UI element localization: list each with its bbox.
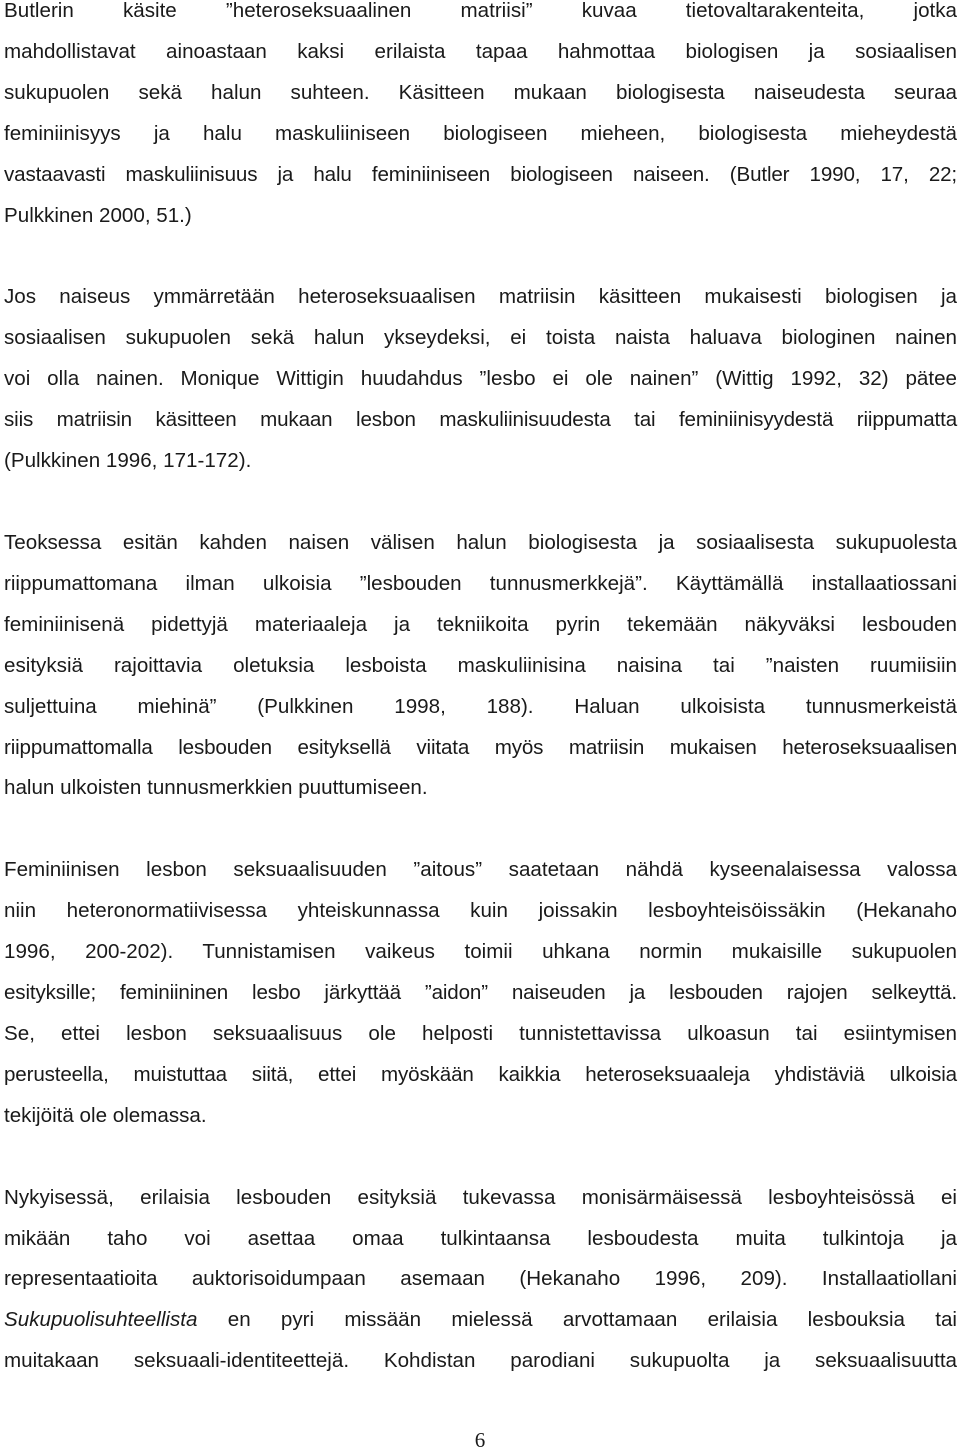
- text-line: Butlerin käsite ”heteroseksuaalinen matriisi” kuvaa tietovaltarakenteita, jotka: [4, 0, 957, 22]
- text-line: sosiaalisen sukupuolen sekä halun ykseydeksi, ei toista naista haluava biologinen nainen: [4, 326, 957, 350]
- text-line: feminiinisenä pidettyjä materiaaleja ja tekniikoita pyrin tekemään näkyväksi lesbouden: [4, 612, 957, 636]
- text-line: tekijöitä ole olemassa.: [4, 1103, 207, 1127]
- text-line: mikään taho voi asettaa omaa tulkintaansa lesboudesta muita tulkintoja ja: [4, 1226, 957, 1250]
- text-line: mahdollistavat ainoastaan kaksi erilaista tapaa hahmottaa biologisen ja sosiaalisen: [4, 39, 957, 63]
- text-line: (Pulkkinen 1996, 171-172).: [4, 449, 252, 473]
- text-line: Se, ettei lesbon seksuaalisuus ole helposti tunnistettavissa ulkoasun tai esiintymisen: [4, 1021, 957, 1045]
- text-line: siis matriisin käsitteen mukaan lesbon maskuliinisuudesta tai feminiinisyydestä riippumatta: [4, 408, 957, 432]
- text-line: Pulkkinen 2000, 51.): [4, 203, 192, 227]
- text-line: Feminiinisen lesbon seksuaalisuuden ”aitous” saatetaan nähdä kyseenalaisessa valossa: [4, 858, 957, 882]
- text-line: [4, 1300, 957, 1341]
- text-line: representaatioita auktorisoidumpaan asemaan (Hekanaho 1996, 209). Installaatiollani: [4, 1267, 957, 1291]
- text-line: perusteella, muistuttaa siitä, ettei myöskään kaikkia heteroseksuaaleja yhdistäviä ulkoisia: [4, 1062, 957, 1086]
- body-text: [4, 0, 957, 1423]
- paragraph-1: [4, 0, 957, 236]
- text-line-rest: en pyri missään mielessä arvottamaan erilaisia lesbouksia tai: [197, 1308, 957, 1332]
- text-line: vastaavasti maskuliinisuus ja halu feminiiniseen biologiseen naiseen. (Butler 1990, 17, 22;: [4, 162, 957, 186]
- text-line: voi olla nainen. Monique Wittigin huudahdus ”lesbo ei ole nainen” (Wittig 1992, 32) pätee: [4, 367, 957, 391]
- text-line: riippumattomalla lesbouden esityksellä viitata myös matriisin mukaisen heteroseksuaalisen: [4, 735, 957, 759]
- text-line: halun ulkoisten tunnusmerkkien puuttumiseen.: [4, 776, 428, 800]
- text-line: niin heteronormatiivisessa yhteiskunnassa kuin joissakin lesboyhteisöissäkin (Hekanaho: [4, 899, 957, 923]
- text-line: sukupuolen sekä halun suhteen. Käsitteen mukaan biologisesta naiseudesta seuraa: [4, 80, 957, 104]
- text-line: feminiinisyys ja halu maskuliiniseen biologiseen mieheen, biologisesta mieheydestä: [4, 121, 957, 145]
- paragraph-4: [4, 850, 957, 1136]
- text-line: esityksille; feminiininen lesbo järkyttää ”aidon” naiseuden ja lesbouden rajojen selkeyttä.: [4, 981, 957, 1005]
- text-line: Nykyisessä, erilaisia lesbouden esityksiä tukevassa monisärmäisessä lesboyhteisössä ei: [4, 1185, 957, 1209]
- text-line: Jos naiseus ymmärretään heteroseksuaalisen matriisin käsitteen mukaisesti biologisen ja: [4, 285, 957, 309]
- paragraph-5: [4, 1178, 957, 1383]
- work-title-italic: Sukupuolisuhteellista: [4, 1308, 198, 1332]
- text-line: esityksiä rajoittavia oletuksia lesboista maskuliinisina naisina tai ”naisten ruumiisiin: [4, 653, 957, 677]
- paragraph-3: [4, 523, 957, 809]
- text-line: Teoksessa esitän kahden naisen välisen halun biologisesta ja sosiaalisesta sukupuolesta: [4, 530, 957, 554]
- text-line: riippumattomana ilman ulkoisia ”lesbouden tunnusmerkkejä”. Käyttämällä installaatiossani: [4, 571, 957, 595]
- text-line: 1996, 200-202). Tunnistamisen vaikeus toimii uhkana normin mukaisille sukupuolen: [4, 940, 957, 964]
- text-line: suljettuina miehinä” (Pulkkinen 1998, 188). Haluan ulkoisista tunnusmerkeistä: [4, 694, 957, 718]
- text-line: muitakaan seksuaali-identiteettejä. Kohdistan parodiani sukupuolta ja seksuaalisuutta: [4, 1349, 957, 1373]
- page-number: 6: [474, 1428, 486, 1452]
- paragraph-2: [4, 277, 957, 482]
